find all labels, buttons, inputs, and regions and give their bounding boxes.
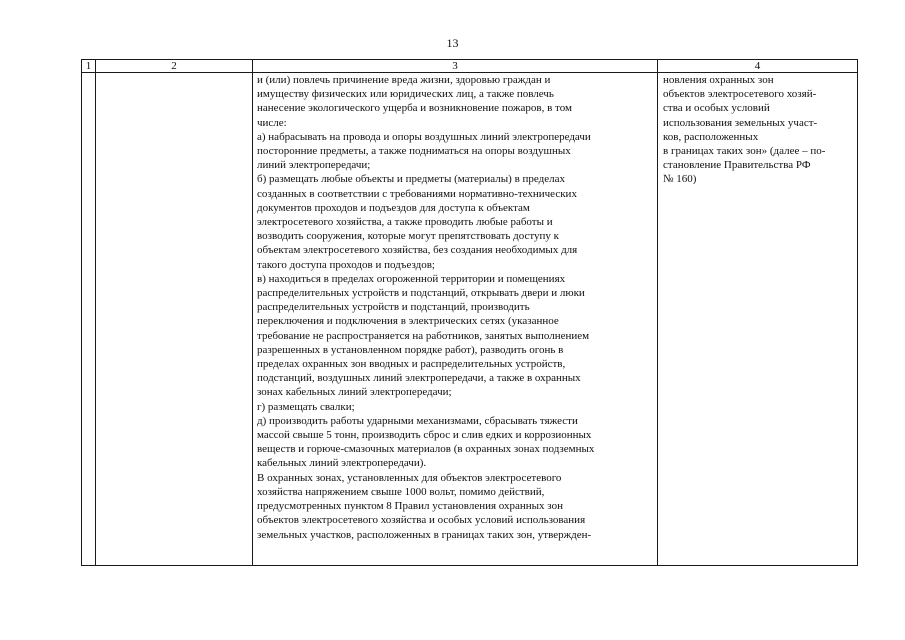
- legal-reference-text: [658, 73, 857, 187]
- cell-col-1: [82, 73, 96, 566]
- header-col-3: 3: [253, 60, 658, 73]
- text-line: массой свыше 5 тонн, производить сброс и слив едких и коррозионных: [257, 429, 592, 442]
- text-line: В охранных зонах, установленных для объектов электросетевого: [257, 471, 562, 484]
- table-header: [82, 60, 858, 73]
- text-line: кабельных линий электропередачи).: [257, 457, 427, 470]
- restrictions-text: [253, 73, 657, 542]
- text-line: распределительных устройств и подстанций, открывать двери и люки: [257, 287, 585, 300]
- page-number: 13: [446, 36, 459, 50]
- header-row: [82, 60, 858, 73]
- text-line: такого доступа проходов и подъездов;: [257, 258, 435, 271]
- text-line: в границах таких зон» (далее – по-: [663, 145, 826, 158]
- text-line: № 160): [663, 173, 697, 186]
- text-line: в) находиться в пределах огороженной территории и помещениях: [257, 272, 566, 285]
- text-line: использования земельных участ-: [663, 116, 818, 129]
- text-line: и (или) повлечь причинение вреда жизни, здоровью граждан и: [257, 74, 551, 86]
- text-line: д) производить работы ударными механизмами, сбрасывать тяжести: [257, 414, 578, 427]
- text-line: распределительных устройств и подстанций, производить: [257, 301, 530, 314]
- text-line: созданных в соответствии с требованиями нормативно-технических: [257, 187, 577, 200]
- document-table: [81, 59, 858, 566]
- text-line: объектов электросетевого хозяйства и особых условий использования: [257, 514, 586, 527]
- text-line: посторонние предметы, а также подниматься на опоры воздушных: [257, 145, 571, 158]
- table-row: [82, 73, 858, 566]
- text-line: ства и особых условий: [663, 102, 770, 115]
- text-line: нанесение экологического ущерба и возникновение пожаров, в том: [257, 102, 572, 115]
- text-line: требование не распространяется на работников, занятых выполнением: [257, 329, 590, 342]
- text-line: зонах кабельных линий электропередачи;: [257, 386, 452, 399]
- text-line: документов проходов и подъездов для доступа к объектам: [257, 201, 530, 214]
- text-line: б) размещать любые объекты и предметы (материалы) в пределах: [257, 173, 565, 186]
- text-line: пределах охранных зон вводных и распределительных устройств,: [257, 358, 566, 371]
- header-col-4: 4: [658, 60, 858, 73]
- text-line: имуществу физических или юридических лиц, а также повлечь: [257, 88, 554, 101]
- text-line: предусмотренных пунктом 8 Правил установления охранных зон: [257, 500, 563, 513]
- header-col-1: 1: [82, 60, 96, 73]
- text-line: числе:: [257, 116, 287, 129]
- text-line: ков, расположенных: [663, 130, 759, 143]
- text-line: новления охранных зон: [663, 74, 774, 86]
- text-line: а) набрасывать на провода и опоры воздушных линий электропередачи: [257, 130, 591, 143]
- text-line: возводить сооружения, которые могут препятствовать доступу к: [257, 230, 560, 243]
- text-line: линий электропередачи;: [257, 159, 371, 172]
- header-col-2: 2: [96, 60, 253, 73]
- text-line: земельных участков, расположенных в границах таких зон, утвержден-: [257, 528, 592, 541]
- text-line: подстанций, воздушных линий электропередачи, а также в охранных: [257, 372, 581, 385]
- text-line: веществ и горюче-смазочных материалов (в охранных зонах подземных: [257, 443, 595, 456]
- text-line: хозяйства напряжением свыше 1000 вольт, помимо действий,: [257, 485, 545, 498]
- cell-col-3: [253, 73, 658, 566]
- text-line: объектов электросетевого хозяй-: [663, 88, 817, 101]
- text-line: электросетевого хозяйства, а также проводить любые работы и: [257, 216, 553, 229]
- cell-col-4: [658, 73, 858, 566]
- text-line: переключения и подключения в электрических сетях (указанное: [257, 315, 559, 328]
- text-line: разрешенных в установленном порядке работ), разводить огонь в: [257, 343, 564, 356]
- cell-col-2: [96, 73, 253, 566]
- text-line: г) размещать свалки;: [257, 400, 355, 413]
- text-line: становление Правительства РФ: [663, 159, 811, 172]
- text-line: объектам электросетевого хозяйства, без создания необходимых для: [257, 244, 578, 257]
